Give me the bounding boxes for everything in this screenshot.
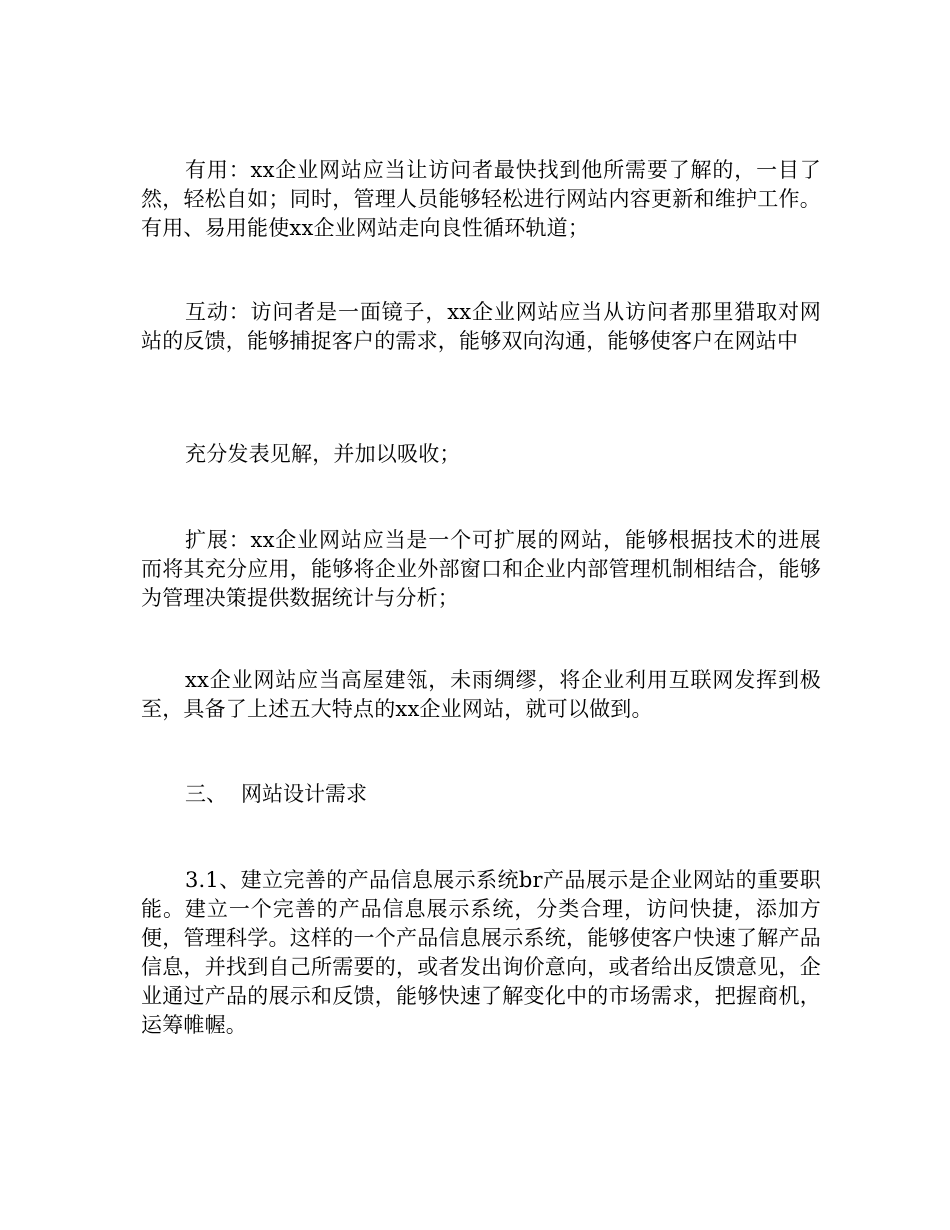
paragraph-usefulness: 有用：xx企业网站应当让访问者最快找到他所需要了解的，一目了然，轻松自如；同时，管理人员能够轻松进行网站内容更新和维护工作。有用、易用能使xx企业网站走向良性循环轨道； xyxy=(141,158,821,240)
section-heading xyxy=(185,780,367,809)
section-number: 三、 xyxy=(185,782,227,806)
paragraph-product-display: 3.1、建立完善的产品信息展示系统br产品展示是企业网站的重要职能。建立一个完善的产品信息展示系统，分类合理，访问快捷，添加方便，管理科学。这样的一个产品信息展示系统，能够使客户快速了解产品信息，并找到自己所需要的，或者发出询价意向，或者给出反馈意见，企业通过产品的展示和反馈，能够快速了解变化中的市场需求，把握商机，运筹帷幄。 xyxy=(141,868,821,1037)
paragraph-extensibility: 扩展：xx企业网站应当是一个可扩展的网站，能够根据技术的进展而将其充分应用，能够将企业外部窗口和企业内部管理机制相结合，能够为管理决策提供数据统计与分析； xyxy=(141,528,821,610)
paragraph-interaction: 互动：访问者是一面镜子，xx企业网站应当从访问者那里猎取对网站的反馈，能够捕捉客户的需求，能够双向沟通，能够使客户在网站中 xyxy=(141,300,821,353)
paragraph-interaction-continued: 充分发表见解，并加以吸收； xyxy=(185,442,461,466)
section-title: 网站设计需求 xyxy=(241,782,367,806)
paragraph-summary: xx企业网站应当高屋建瓴，未雨绸缪，将企业利用互联网发挥到极至，具备了上述五大特点的xx企业网站，就可以做到。 xyxy=(141,668,821,721)
